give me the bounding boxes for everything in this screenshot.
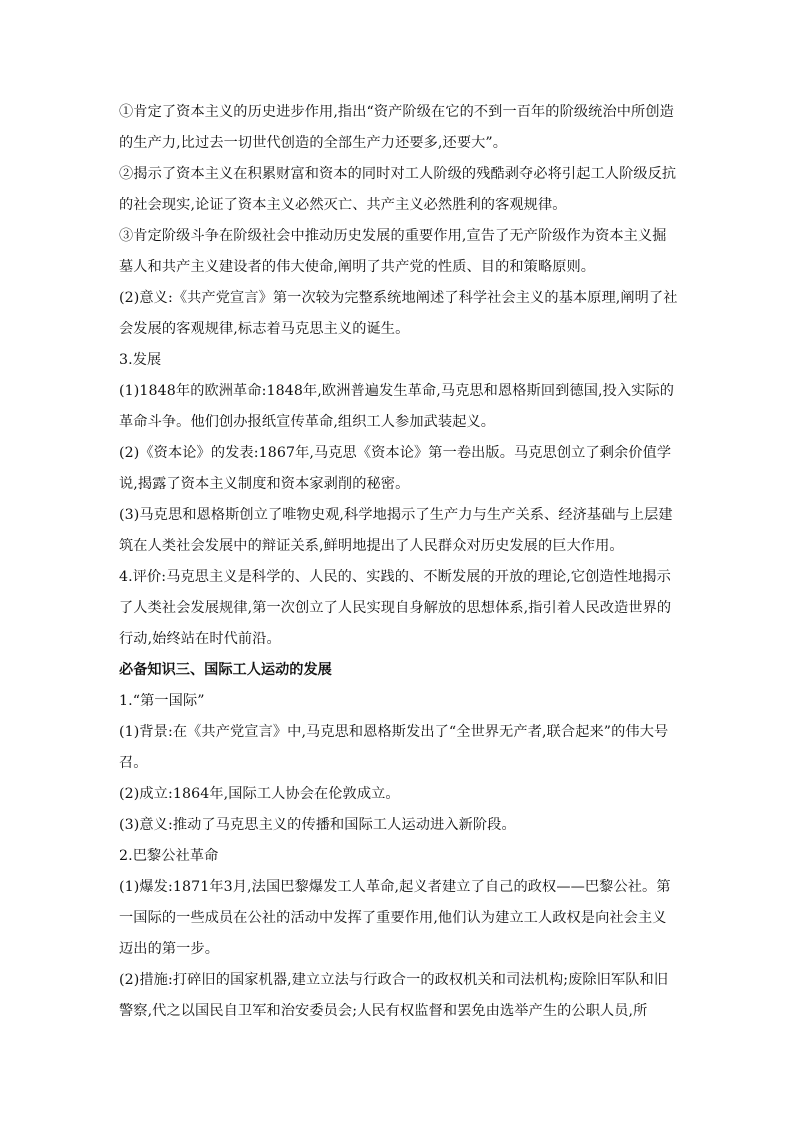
paragraph-historical-materialism: (3)马克思和恩格斯创立了唯物史观,科学地揭示了生产力与生产关系、经济基础与上层建筑在人类社会发展中的辩证关系,鲜明地提出了人民群众对历史发展的巨大作用。 [119,507,673,554]
paragraph-evaluation: 4.评价:马克思主义是科学的、人民的、实践的、不断发展的开放的理论,它创造性地揭示了人类社会发展规律,第一次创立了人民实现自身解放的思想体系,指引着人民改造世界的行动,始终站在时代前沿。 [119,569,672,647]
paragraph-achievement-3: ③肯定阶级斗争在阶级社会中推动历史发展的重要作用,宣告了无产阶级作为资本主义掘墓人和共产主义建设者的伟大使命,阐明了共产党的性质、目的和策略原则。 [119,228,667,275]
paragraph-paris-commune-title: 2.巴黎公社革命 [119,848,219,864]
section-heading: 必备知识三、国际工人运动的发展 [119,662,332,678]
paragraph-measures: (2)措施:打碎旧的国家机器,建立立法与行政合一的政权机关和司法机构;废除旧军队和旧警察,代之以国民自卫军和治安委员会;人民有权监督和罢免由选举产生的公职人员,所 [119,972,669,1019]
document-page [119,97,679,1027]
paragraph-founding: (2)成立:1864年,国际工人协会在伦敦成立。 [119,786,400,802]
paragraph-achievement-2: ②揭示了资本主义在积累财富和资本的同时对工人阶级的残酷剥夺必将引起工人阶级反抗的社会现实,论证了资本主义必然灭亡、共产主义必然胜利的客观规律。 [119,166,677,213]
paragraph-background: (1)背景:在《共产党宣言》中,马克思和恩格斯发出了“全世界无产者,联合起来”的伟大号召。 [119,724,669,771]
paragraph-development-title: 3.发展 [119,352,162,368]
paragraph-first-international-title: 1.“第一国际” [119,693,205,709]
paragraph-outbreak: (1)爆发:1871年3月,法国巴黎爆发工人革命,起义者建立了自己的政权——巴黎公社。第一国际的一些成员在公社的活动中发挥了重要作用,他们认为建立工人政权是向社会主义迈出的第一步。 [119,879,671,957]
paragraph-das-kapital: (2)《资本论》的发表:1867年,马克思《资本论》第一卷出版。马克思创立了剩余价值学说,揭露了资本主义制度和资本家剥削的秘密。 [119,445,672,492]
paragraph-significance: (2)意义:《共产党宣言》第一次较为完整系统地阐述了科学社会主义的基本原理,阐明了社会发展的客观规律,标志着马克思主义的诞生。 [119,290,678,337]
paragraph-achievement-1: ①肯定了资本主义的历史进步作用,指出“资产阶级在它的不到一百年的阶级统治中所创造的生产力,比过去一切世代创造的全部生产力还要多,还要大”。 [119,104,674,151]
paragraph-significance-2: (3)意义:推动了马克思主义的传播和国际工人运动进入新阶段。 [119,817,516,833]
paragraph-1848-revolution: (1)1848年的欧洲革命:1848年,欧洲普遍发生革命,马克思和恩格斯回到德国,投入实际的革命斗争。他们创办报纸宣传革命,组织工人参加武装起义。 [119,383,675,430]
